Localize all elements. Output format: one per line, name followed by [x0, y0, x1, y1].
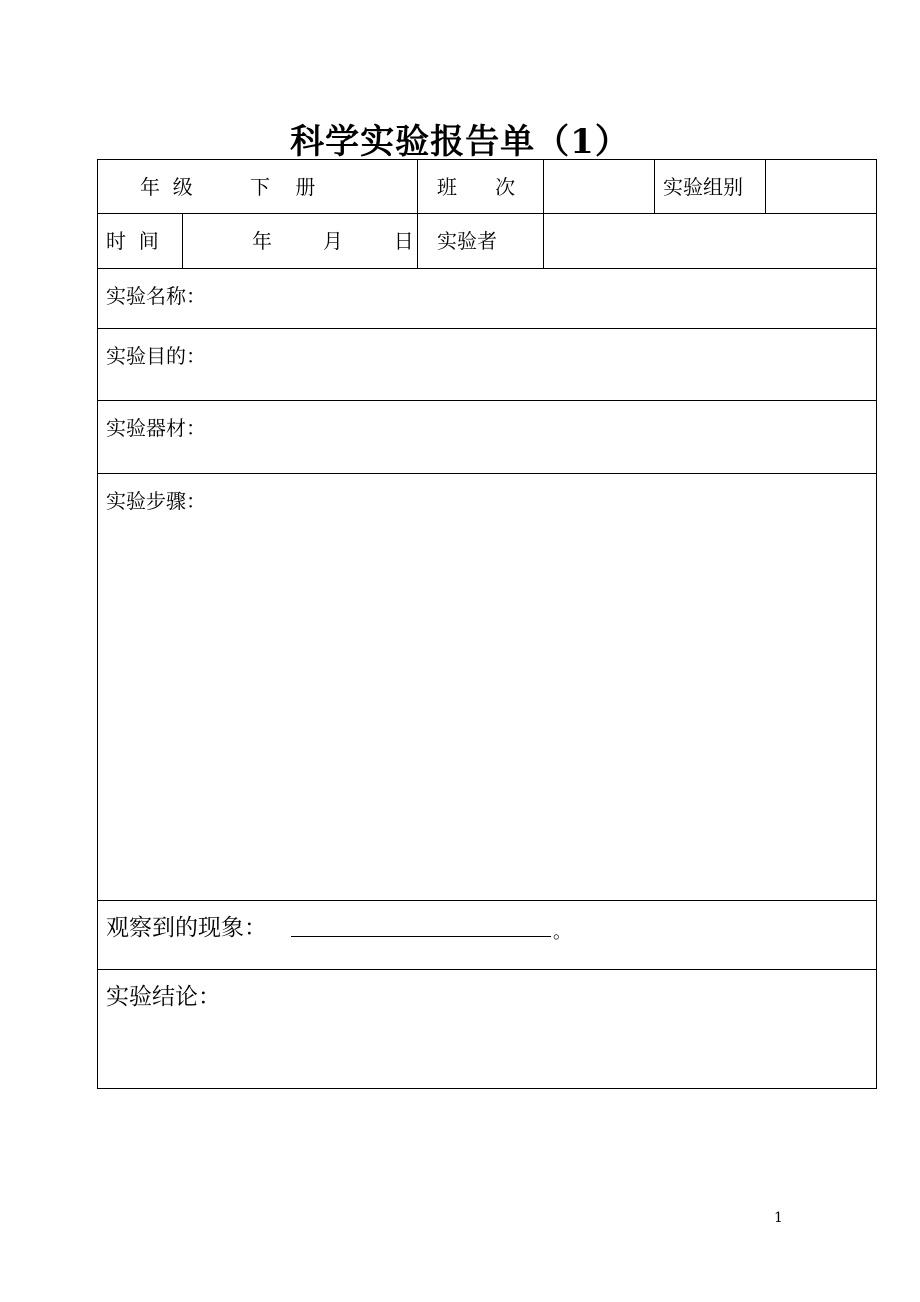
row-divider: [98, 400, 876, 401]
experiment-purpose-label: 实验目的：: [106, 344, 206, 368]
grade-label: 年 级: [140, 175, 193, 199]
row-divider: [98, 969, 876, 970]
experiment-name-label: 实验名称：: [106, 284, 206, 308]
time-label: 时 间: [106, 229, 159, 253]
experimenter-label: 实验者: [437, 229, 497, 253]
observation-period: 。: [553, 922, 571, 943]
column-divider: [765, 160, 766, 213]
row-divider: [98, 328, 876, 329]
conclusion-label: 实验结论：: [106, 984, 221, 1010]
class-label: 班 次: [437, 175, 516, 199]
date-field: 年 月 日: [252, 229, 414, 253]
column-divider: [417, 160, 418, 268]
experiment-equipment-label: 实验器材：: [106, 416, 206, 440]
column-divider: [654, 160, 655, 213]
volume-label: 下 册: [250, 175, 316, 199]
page-number: 1: [774, 1210, 783, 1226]
observation-label: 观察到的现象：: [106, 915, 267, 941]
row-divider: [98, 900, 876, 901]
column-divider: [543, 160, 544, 268]
row-divider: [98, 268, 876, 269]
row-divider: [98, 473, 876, 474]
report-form: [97, 159, 877, 1089]
group-label: 实验组别: [663, 175, 743, 199]
column-divider: [182, 213, 183, 268]
observation-blank-line: [291, 936, 551, 937]
experiment-steps-label: 实验步骤：: [106, 489, 206, 513]
row-divider: [98, 213, 876, 214]
page-title: 科学实验报告单（1）: [290, 122, 630, 162]
